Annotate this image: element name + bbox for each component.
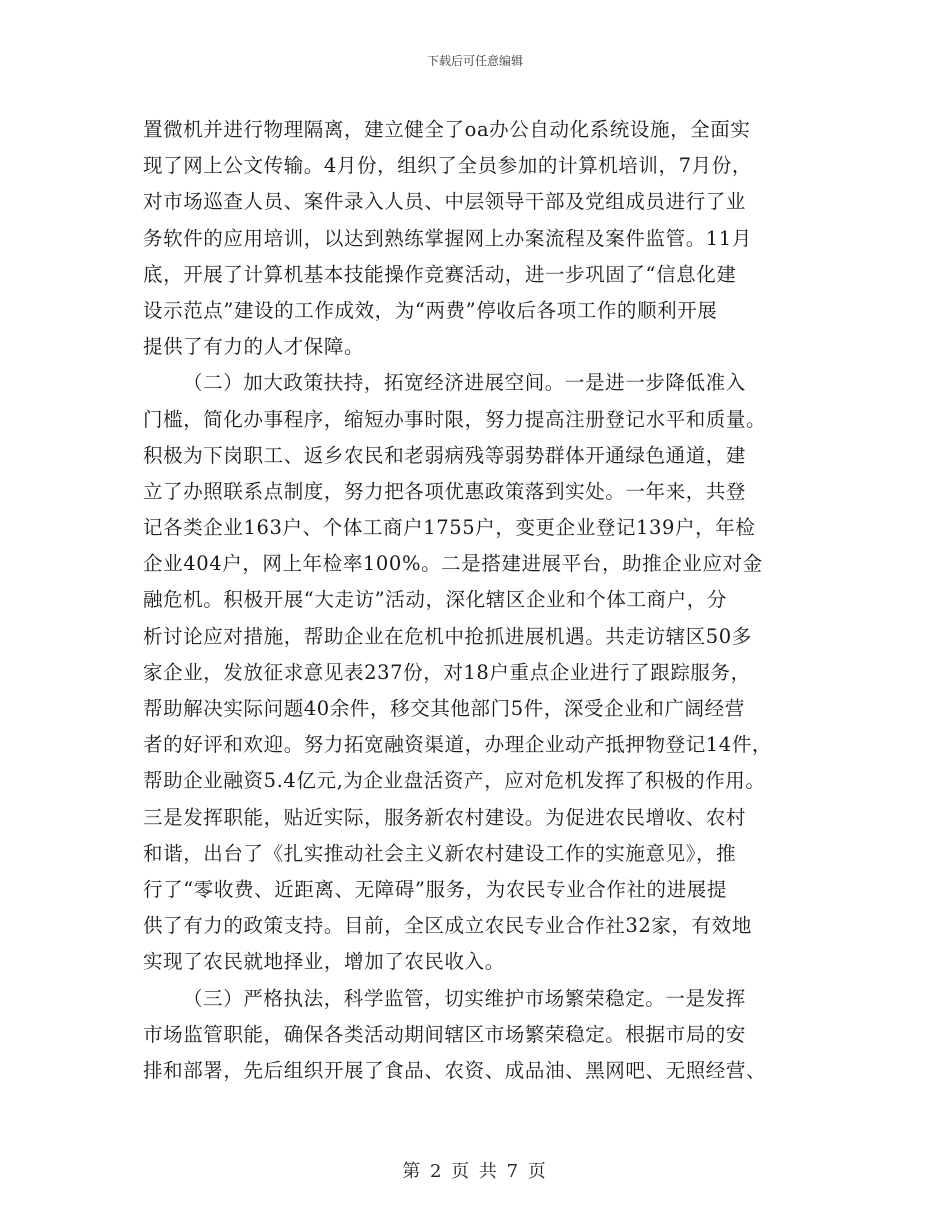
text-line: 置微机并进行物理隔离，建立健全了oa办公自动化系统设施，全面实 bbox=[143, 118, 751, 141]
text-line: 者的好评和欢迎。努力拓宽融资渠道，办理企业动产抵押物登记14件， bbox=[143, 733, 773, 757]
page-footer: 第 2 页 共 7 页 bbox=[402, 1161, 548, 1182]
text-line: 融危机。积极开展“大走访”活动，深化辖区企业和个体工商户，分 bbox=[143, 588, 727, 612]
text-line: 帮助解决实际问题40余件，移交其他部门5件，深受企业和广阔经营 bbox=[143, 697, 745, 720]
text-line: 帮助企业融资5.4亿元,为企业盘活资产，应对危机发挥了积极的作用。 bbox=[143, 769, 766, 793]
text-line: 市场监管职能，确保各类活动期间辖区市场繁荣稳定。根据市局的安 bbox=[143, 1022, 747, 1046]
text-line: 排和部署，先后组织开展了食品、农资、成品油、黑网吧、无照经营、 bbox=[143, 1058, 767, 1082]
text-line: 底，开展了计算机基本技能操作竞赛活动，进一步巩固了“信息化建 bbox=[143, 262, 737, 286]
text-line: 供了有力的政策支持。目前，全区成立农民专业合作社32家，有效地 bbox=[143, 914, 752, 938]
text-line: 行了“零收费、近距离、无障碍”服务，为农民专业合作社的进展提 bbox=[143, 877, 727, 901]
text-line: 务软件的应用培训，以达到熟练掌握网上办案流程及案件监管。11月 bbox=[143, 226, 752, 250]
text-line: 记各类企业163户、个体工商户1755户，变更企业登记139户，年检 bbox=[143, 516, 756, 540]
document-body bbox=[143, 112, 815, 1089]
text-line: 和谐，出台了《扎实推动社会主义新农村建设工作的实施意见》，推 bbox=[143, 841, 737, 865]
page-header: 下载后可任意编辑 bbox=[426, 54, 523, 68]
text-line: 提供了有力的人才保障。 bbox=[143, 335, 365, 359]
text-line: 析讨论应对措施，帮助企业在危机中抢抓进展机遇。共走访辖区50多 bbox=[143, 624, 752, 648]
paragraph-start-line: （三）严格执法，科学监管，切实维护市场繁荣稳定。一是发挥 bbox=[183, 986, 746, 1010]
text-line: 门槛，简化办事程序，缩短办事时限，努力提高注册登记水平和质量。 bbox=[143, 407, 767, 431]
text-line: 实现了农民就地择业，增加了农民收入。 bbox=[143, 950, 505, 974]
paragraph-start-line: （二）加大政策扶持，拓宽经济进展空间。一是进一步降低准入 bbox=[183, 371, 746, 395]
text-line: 家企业，发放征求意见表237份，对18户重点企业进行了跟踪服务， bbox=[143, 660, 751, 684]
text-line: 三是发挥职能，贴近实际，服务新农村建设。为促进农民增收、农村 bbox=[143, 805, 747, 829]
text-line: 设示范点”建设的工作成效，为“两费”停收后各项工作的顺利开展 bbox=[143, 298, 718, 322]
text-line: 对市场巡查人员、案件录入人员、中层领导干部及党组成员进行了业 bbox=[143, 190, 747, 214]
text-line: 立了办照联系点制度，努力把各项优惠政策落到实处。一年来，共登 bbox=[143, 479, 747, 503]
text-line: 企业404户，网上年检率100%。二是搭建进展平台，助推企业应对金 bbox=[143, 552, 763, 576]
text-line: 积极为下岗职工、返乡农民和老弱病残等弱势群体开通绿色通道，建 bbox=[143, 443, 747, 467]
text-line: 现了网上公文传输。4月份，组织了全员参加的计算机培训，7月份， bbox=[143, 154, 752, 178]
